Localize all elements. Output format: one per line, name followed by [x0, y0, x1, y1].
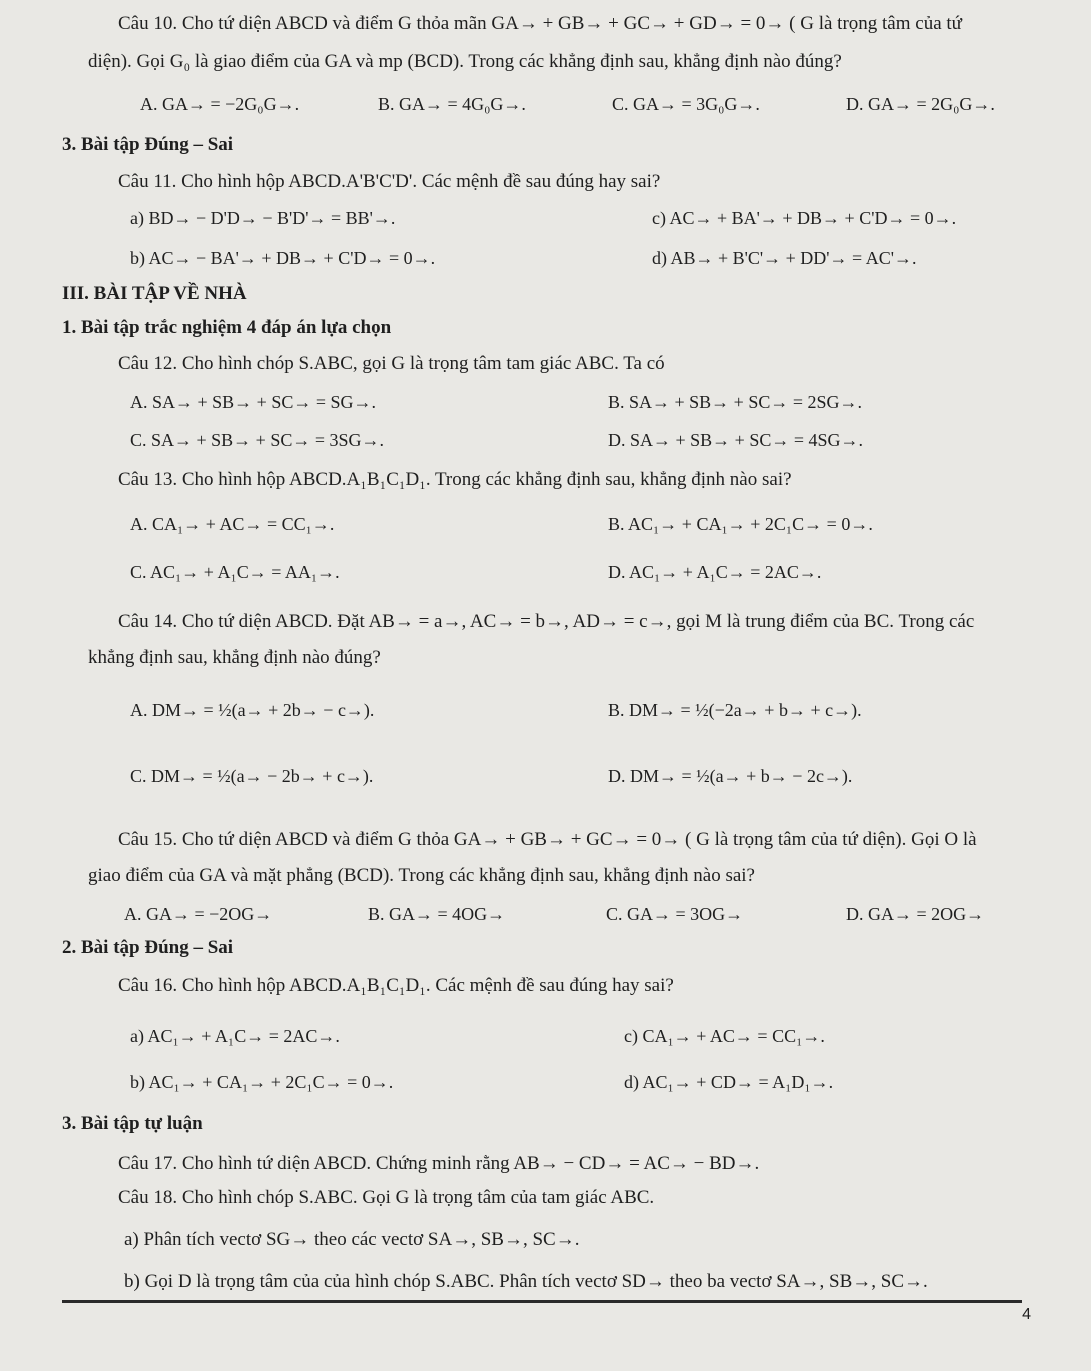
q14-line2: khẳng định sau, khẳng định nào đúng?	[88, 647, 381, 668]
footer-divider	[62, 1300, 1022, 1303]
q18-line1: Câu 18. Cho hình chóp S.ABC. Gọi G là trọng tâm của tam giác ABC.	[118, 1187, 655, 1208]
q12-option-a: A. SA→ + SB→ + SC→ = SG→.	[130, 392, 377, 412]
q10-option-b: B. GA→ = 4G₀G→.	[378, 94, 526, 114]
q12-option-c: C. SA→ + SB→ + SC→ = 3SG→.	[130, 430, 385, 450]
section-multiple-choice-title: 1. Bài tập trắc nghiệm 4 đáp án lựa chọn	[62, 317, 392, 338]
q15-option-d: D. GA→ = 2OG→	[846, 904, 985, 924]
q15-line2: giao điểm của GA và mặt phẳng (BCD). Trong các khẳng định sau, khẳng định nào sai?	[88, 865, 755, 886]
q16-statement-b: b) AC₁→ + CA₁→ + 2C₁C→ = 0→.	[130, 1072, 394, 1092]
q16-line1: Câu 16. Cho hình hộp ABCD.A₁B₁C₁D₁. Các mệnh đề sau đúng hay sai?	[118, 975, 674, 996]
section-essay-title: 3. Bài tập tự luận	[62, 1113, 203, 1134]
q11-statement-a: a) BD→ − D'D→ − B'D'→ = BB'→.	[130, 208, 396, 228]
q11-statement-d: d) AB→ + B'C'→ + DD'→ = AC'→.	[652, 248, 917, 268]
q10-option-c: C. GA→ = 3G₀G→.	[612, 94, 760, 114]
q14-option-c: C. DM→ = ½(a→ − 2b→ + c→).	[130, 766, 374, 786]
q10-option-d: D. GA→ = 2G₀G→.	[846, 94, 995, 114]
q14-option-a: A. DM→ = ½(a→ + 2b→ − c→).	[130, 700, 375, 720]
q14-option-d: D. DM→ = ½(a→ + b→ − 2c→).	[608, 766, 853, 786]
q17-text: Câu 17. Cho hình tứ diện ABCD. Chứng minh rằng AB→ − CD→ = AC→ − BD→.	[118, 1153, 760, 1174]
q12-option-b: B. SA→ + SB→ + SC→ = 2SG→.	[608, 392, 863, 412]
page-number: 4	[1022, 1306, 1031, 1323]
q15-option-b: B. GA→ = 4OG→	[368, 904, 506, 924]
q15-option-c: C. GA→ = 3OG→	[606, 904, 744, 924]
q11-statement-b: b) AC→ − BA'→ + DB→ + C'D→ = 0→.	[130, 248, 436, 268]
q14-option-b: B. DM→ = ½(−2a→ + b→ + c→).	[608, 700, 862, 720]
q13-option-b: B. AC₁→ + CA₁→ + 2C₁C→ = 0→.	[608, 514, 873, 534]
q12-option-d: D. SA→ + SB→ + SC→ = 4SG→.	[608, 430, 864, 450]
q10-line1: Câu 10. Cho tứ diện ABCD và điểm G thỏa mãn GA→ + GB→ + GC→ + GD→ = 0→ ( G là trọng tâm của tứ	[118, 13, 962, 34]
q11-line1: Câu 11. Cho hình hộp ABCD.A'B'C'D'. Các mệnh đề sau đúng hay sai?	[118, 171, 661, 192]
q14-line1: Câu 14. Cho tứ diện ABCD. Đặt AB→ = a→, AC→ = b→, AD→ = c→, gọi M là trung điểm của BC. Trong các	[118, 611, 975, 632]
q13-option-d: D. AC₁→ + A₁C→ = 2AC→.	[608, 562, 822, 582]
q12-line1: Câu 12. Cho hình chóp S.ABC, gọi G là trọng tâm tam giác ABC. Ta có	[118, 353, 665, 374]
q18-part-a: a) Phân tích vectơ SG→ theo các vectơ SA→, SB→, SC→.	[124, 1229, 580, 1250]
q16-statement-c: c) CA₁→ + AC→ = CC₁→.	[624, 1026, 825, 1046]
section-true-false-title: 3. Bài tập Đúng – Sai	[62, 134, 234, 155]
q13-line1: Câu 13. Cho hình hộp ABCD.A₁B₁C₁D₁. Trong các khẳng định sau, khẳng định nào sai?	[118, 469, 792, 490]
q15-line1: Câu 15. Cho tứ diện ABCD và điểm G thỏa GA→ + GB→ + GC→ = 0→ ( G là trọng tâm của tứ diện). Gọi O là	[118, 829, 977, 850]
q13-option-a: A. CA₁→ + AC→ = CC₁→.	[130, 514, 335, 534]
q13-option-c: C. AC₁→ + A₁C→ = AA₁→.	[130, 562, 340, 582]
q11-statement-c: c) AC→ + BA'→ + DB→ + C'D→ = 0→.	[652, 208, 957, 228]
section-homework-title: III. BÀI TẬP VỀ NHÀ	[62, 283, 247, 304]
q15-option-a: A. GA→ = −2OG→	[124, 904, 273, 924]
q18-part-b: b) Gọi D là trọng tâm của của hình chóp S.ABC. Phân tích vectơ SD→ theo ba vectơ SA→, SB→, SC→.	[124, 1271, 928, 1292]
section-true-false-2-title: 2. Bài tập Đúng – Sai	[62, 937, 234, 958]
q10-line2: diện). Gọi G₀ là giao điểm của GA và mp (BCD). Trong các khẳng định sau, khẳng định nào đúng?	[88, 51, 842, 72]
q16-statement-d: d) AC₁→ + CD→ = A₁D₁→.	[624, 1072, 834, 1092]
q10-option-a: A. GA→ = −2G₀G→.	[140, 94, 300, 114]
q16-statement-a: a) AC₁→ + A₁C→ = 2AC→.	[130, 1026, 340, 1046]
